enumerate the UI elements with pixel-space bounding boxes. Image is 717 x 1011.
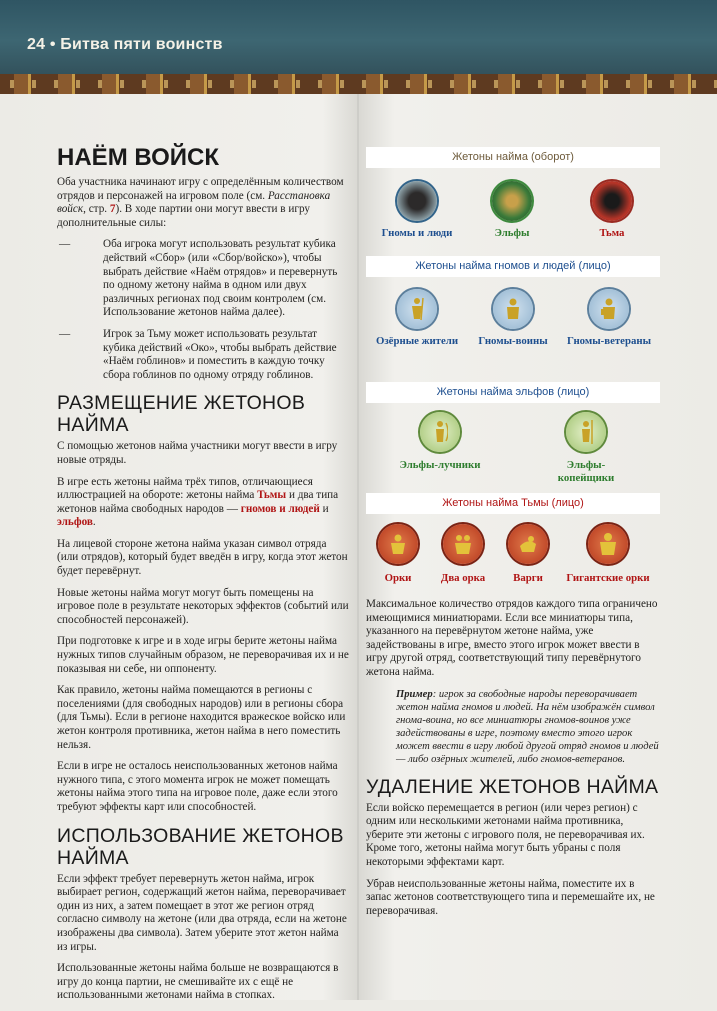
- token-label: Эльфы: [494, 227, 530, 239]
- paragraph: Новые жетоны найма могут могут быть помещены на игровое поле в результате некоторых эффектов (событий или способностей персонажей).: [57, 586, 349, 626]
- paragraph-intro: Оба участника начинают игру с определённым количеством отрядов и персонажей на игровом поле (см. Расстановка войск, стр. 7). В ходе партии они могут ввести в игру дополнительные силы:: [57, 176, 344, 229]
- token-label: Варги: [513, 572, 543, 584]
- token-label: Тьма: [599, 227, 625, 239]
- token-dwarf-warriors-icon: [493, 289, 533, 329]
- token-elf-spearmen-icon: [566, 412, 606, 452]
- paragraph-token-types: В игре есть жетоны найма трёх типов, отличающиеся иллюстрацией на обороте: жетоны найма Тьмы и два типа жетонов найма свободных народов — гномов и людей и эльфов.: [57, 475, 339, 529]
- token-orcs-icon: [378, 524, 418, 564]
- section-title-dark: Жетоны найма Тьмы (лицо): [366, 493, 660, 514]
- section-title-elf: Жетоны найма эльфов (лицо): [366, 382, 660, 403]
- rule-list: [57, 238, 350, 382]
- paragraph: На лицевой стороне жетона найма указан символ отряда (или отрядов), который будет введён в игру, когда этот жетон будет перевёрнут.: [57, 537, 348, 578]
- heading-recruitment: НАЁМ ВОЙСК: [57, 144, 220, 171]
- token-giant-orcs-icon: [588, 524, 628, 564]
- token-label: Гномы и люди: [381, 227, 453, 239]
- paragraph: С помощью жетонов найма участники могут ввести в игру новые отряды.: [57, 440, 338, 466]
- paragraph: Использованные жетоны найма больше не возвращаются в игру до конца партии, не смешивайте их с ещё не использованными жетонами найма в стопках.: [57, 962, 339, 1002]
- paragraph: Как правило, жетоны найма помещаются в регионы с поселениями (для свободных народов) или в регионы сбора (для Тьмы). Если в регионе находится вражеское войско или жетон контроля противника, жетон найма в него поместить нельзя.: [57, 684, 346, 751]
- paragraph: Если эффект требует перевернуть жетон найма, игрок выбирает регион, содержащий жетон найма, переворачивает один из них, а затем помещает в этот же регион отряд согласно символу на жетоне (или два отряда, если на жетоне изображены два символа). Затем уберите этот жетон найма из игры.: [57, 872, 347, 953]
- token-label: Гномы-ветераны: [566, 335, 652, 347]
- paragraph: Если в игре не осталось неиспользованных жетонов найма нужного типа, с этого момента игрок не может помещать жетоны найма этого типа на игровое поле, даже если этого требуют эффекты карт или способностей.: [57, 760, 338, 813]
- decorative-border: [0, 74, 717, 94]
- page-header: [0, 0, 717, 74]
- list-item: — Оба игрока могут использовать результат кубика действий «Сбор» (или «Сбор/войско»), чтобы выбрать действие «Наём отрядов» и перевернуть по одному жетону найма в одном или двух различных регионах под своим контролем (см. Использование жетонов найма далее).: [59, 238, 338, 319]
- token-label: Гигантские орки: [566, 572, 650, 584]
- paragraph: При подготовке к игре и в ходе игры берите жетоны найма нужных типов случайным образом, не переворачивая их и не показывая ни себе, ни оппоненту.: [57, 635, 349, 675]
- token-back-men-icon: [397, 181, 437, 221]
- heading-removal: УДАЛЕНИЕ ЖЕТОНОВ НАЙМА: [366, 775, 659, 798]
- token-dwarf-veterans-icon: [589, 289, 629, 329]
- list-item: — Игрок за Тьму может использовать результат кубика действий «Око», чтобы выбрать действие «Наём гоблинов» и поместить в каждую точку сбора гоблинов по одному отряду гоблинов.: [59, 327, 337, 381]
- heading-placement: РАЗМЕЩЕНИЕ ЖЕТОНОВ НАЙМА: [57, 392, 306, 437]
- paragraph: Максимальное количество отрядов каждого типа ограничено имеющимися миниатюрами. Если все миниатюры типа, указанного на перевёрнутом жетоне найма, уже задействованы в игре, вместо этого игрок может ввести в игру другой отряд, соответствующий типу перевёрнутого жетона найма.: [366, 598, 658, 678]
- token-label: Гномы-воины: [478, 335, 548, 347]
- paragraph: Если войско перемещается в регион (или через регион) с одним или несколькими жетонами найма противника, уберите эти жетоны с игрового поля, не переворачивая их. Кроме того, жетоны найма могут быть убраны с поля некоторыми эффектами карт.: [366, 801, 645, 868]
- example-block: Пример: игрок за свободные народы переворачивает жетон найма гномов и людей. На нём изображён символ гнома-воина, но все миниатюры гномов-воинов уже задействованы в игре, поэтому вместо этого игрок может ввести в игру любой другой отряд гномов и людей — либо озёрных жителей, либо гномов-ветеранов.: [396, 688, 659, 765]
- token-wargs-icon: [508, 524, 548, 564]
- token-lake-men-icon: [397, 289, 437, 329]
- right-column: [366, 598, 660, 926]
- paragraph: Убрав неиспользованные жетоны найма, поместите их в запас жетонов соответствующего типа и перемешайте их, не переворачивая.: [366, 877, 655, 917]
- page-title: 24 • Битва пяти воинств: [27, 36, 223, 53]
- section-title-back: Жетоны найма (оборот): [366, 147, 660, 168]
- left-column: [57, 144, 350, 1011]
- page-fold: [357, 94, 359, 1000]
- section-title-men: Жетоны найма гномов и людей (лицо): [366, 256, 660, 277]
- heading-usage: ИСПОЛЬЗОВАНИЕ ЖЕТОНОВ НАЙМА: [57, 824, 344, 869]
- token-two-orcs-icon: [443, 524, 483, 564]
- token-label: Эльфы-копейщики: [557, 459, 615, 484]
- token-label: Два орка: [440, 572, 486, 584]
- token-label: Эльфы-лучники: [399, 459, 481, 471]
- token-back-dark-icon: [592, 181, 632, 221]
- token-label: Орки: [384, 572, 412, 584]
- token-label: Озёрные жители: [375, 335, 459, 347]
- token-back-elf-icon: [492, 181, 532, 221]
- token-elf-archers-icon: [420, 412, 460, 452]
